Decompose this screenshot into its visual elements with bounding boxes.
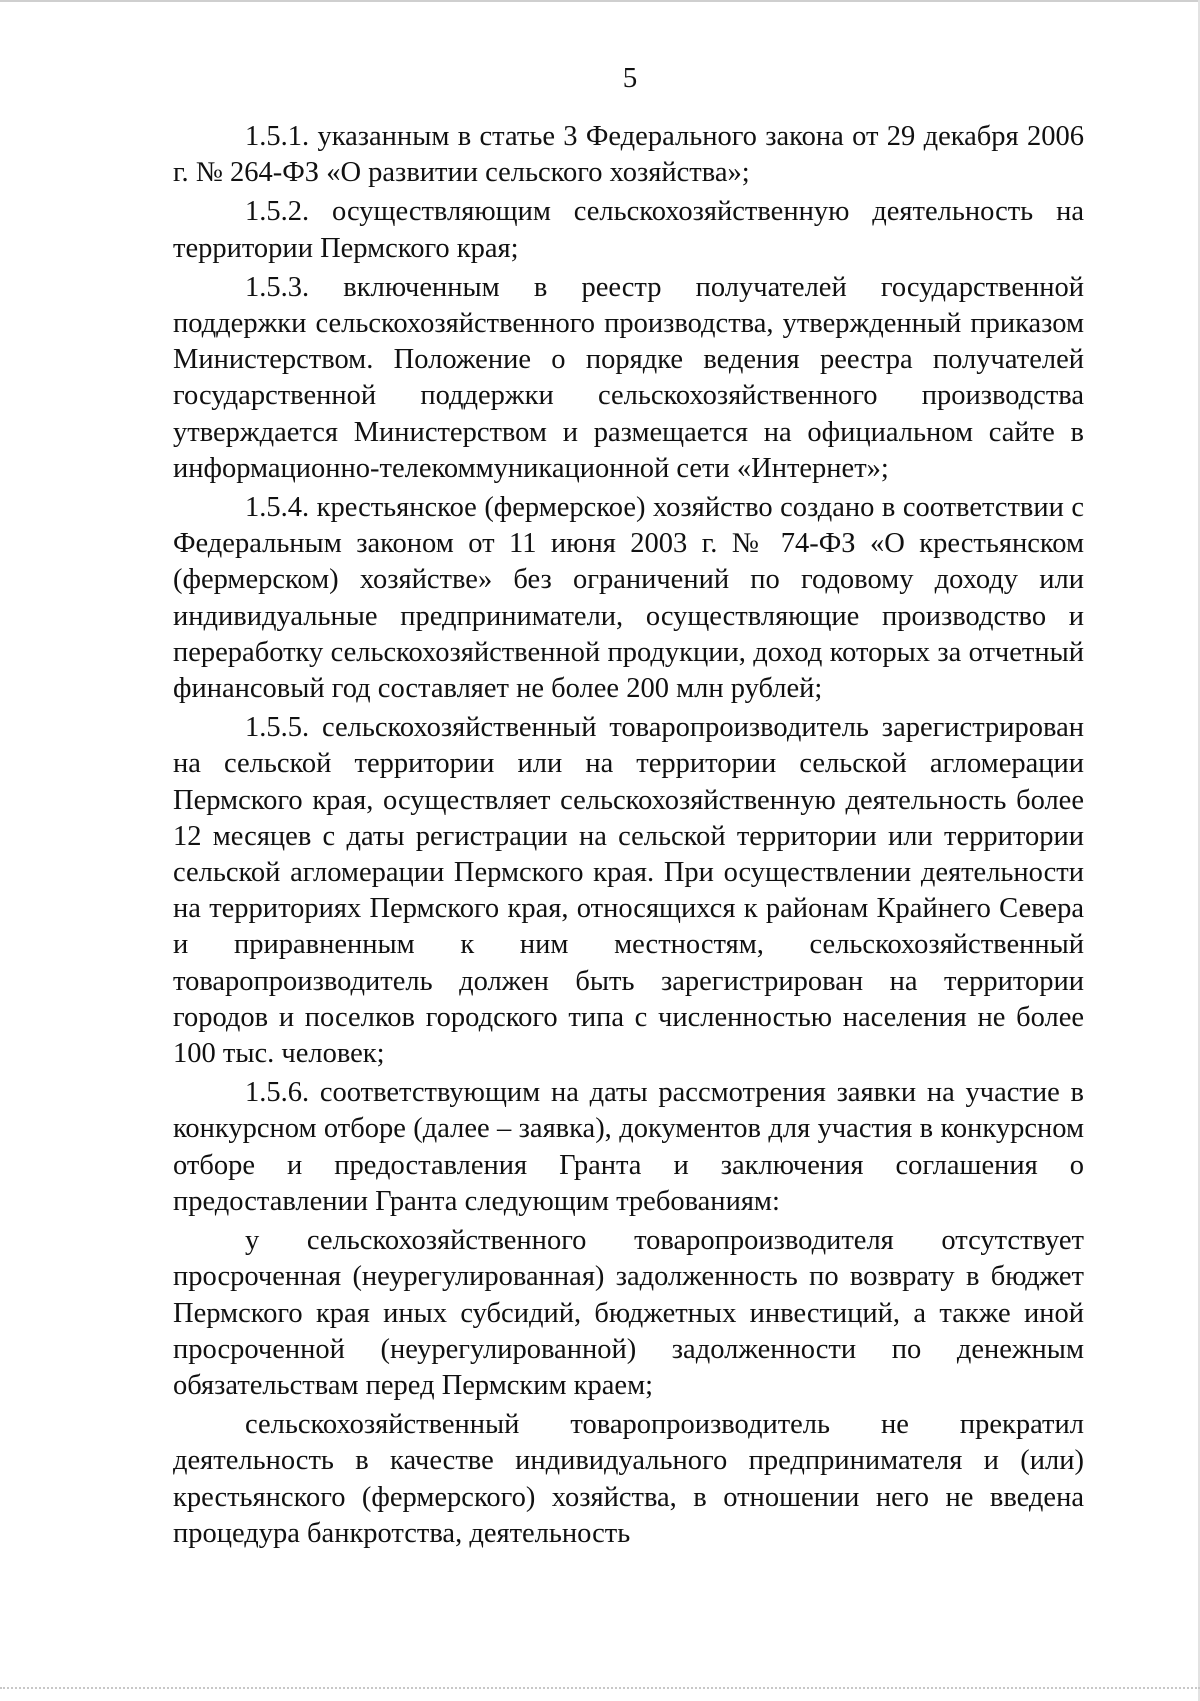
paragraph-1-5-3: 1.5.3. включенным в реестр получателей государственной поддержки сельскохозяйственного производства, утвержденный приказом Министерством. Положение о порядке ведения реестра получателей государственной поддержки сельскохозяйственного производства утверждается Министерством и размещается на официальном сайте в информационно-телекоммуникационной сети «Интернет»;	[173, 271, 1084, 484]
paragraph-1-5-2: 1.5.2. осуществляющим сельскохозяйственную деятельность на территории Пермского края;	[173, 196, 1084, 264]
scan-bottom-edge	[0, 1687, 1200, 1689]
scan-top-edge	[0, 0, 1200, 2]
paragraph-1-5-6: 1.5.6. соответствующим на даты рассмотрения заявки на участие в конкурсном отборе (далее – заявка), документов для участия в конкурсном отборе и предоставления Гранта и заключения соглашения о предоставлении Гранта следующим требованиям:	[173, 1077, 1084, 1217]
document-body	[173, 119, 1084, 1552]
requirement-no-debt: у сельскохозяйственного товаропроизводителя отсутствует просроченная (неурегулированная) задолженность по возврату в бюджет Пермского края иных субсидий, бюджетных инвестиций, а также иной просроченной (неурегулированной) задолженности по денежным обязательствам перед Пермским краем;	[173, 1225, 1084, 1401]
paragraph-1-5-4: 1.5.4. крестьянское (фермерское) хозяйство создано в соответствии с Федеральным законом от 11 июня 2003 г. № 74-ФЗ «О крестьянском (фермерском) хозяйстве» без ограничений по годовому доходу или индивидуальные предприниматели, осуществляющие производство и переработку сельскохозяйственной продукции, доход которых за отчетный финансовый год составляет не более 200 млн рублей;	[173, 492, 1084, 705]
paragraph-1-5-1: 1.5.1. указанным в статье 3 Федерального закона от 29 декабря 2006 г. № 264-ФЗ «О развитии сельского хозяйства»;	[173, 121, 1084, 189]
paragraph-1-5-5: 1.5.5. сельскохозяйственный товаропроизводитель зарегистрирован на сельской территории или на территории сельской агломерации Пермского края, осуществляет сельскохозяйственную деятельность более 12 месяцев с даты регистрации на сельской территории или территории сельской агломерации Пермского края. При осуществлении деятельности на территориях Пермского края, относящихся к районам Крайнего Севера и приравненным к ним местностям, сельскохозяйственный товаропроизводитель должен быть зарегистрирован на территории городов и поселков городского типа с численностью населения не более 100 тыс. человек;	[173, 712, 1084, 1070]
requirement-active-business: сельскохозяйственный товаропроизводитель не прекратил деятельность в качестве индивидуального предпринимателя и (или) крестьянского (фермерского) хозяйства, в отношении него не введена процедура банкротства, деятельность	[173, 1409, 1084, 1549]
page-number: 5	[622, 62, 638, 94]
